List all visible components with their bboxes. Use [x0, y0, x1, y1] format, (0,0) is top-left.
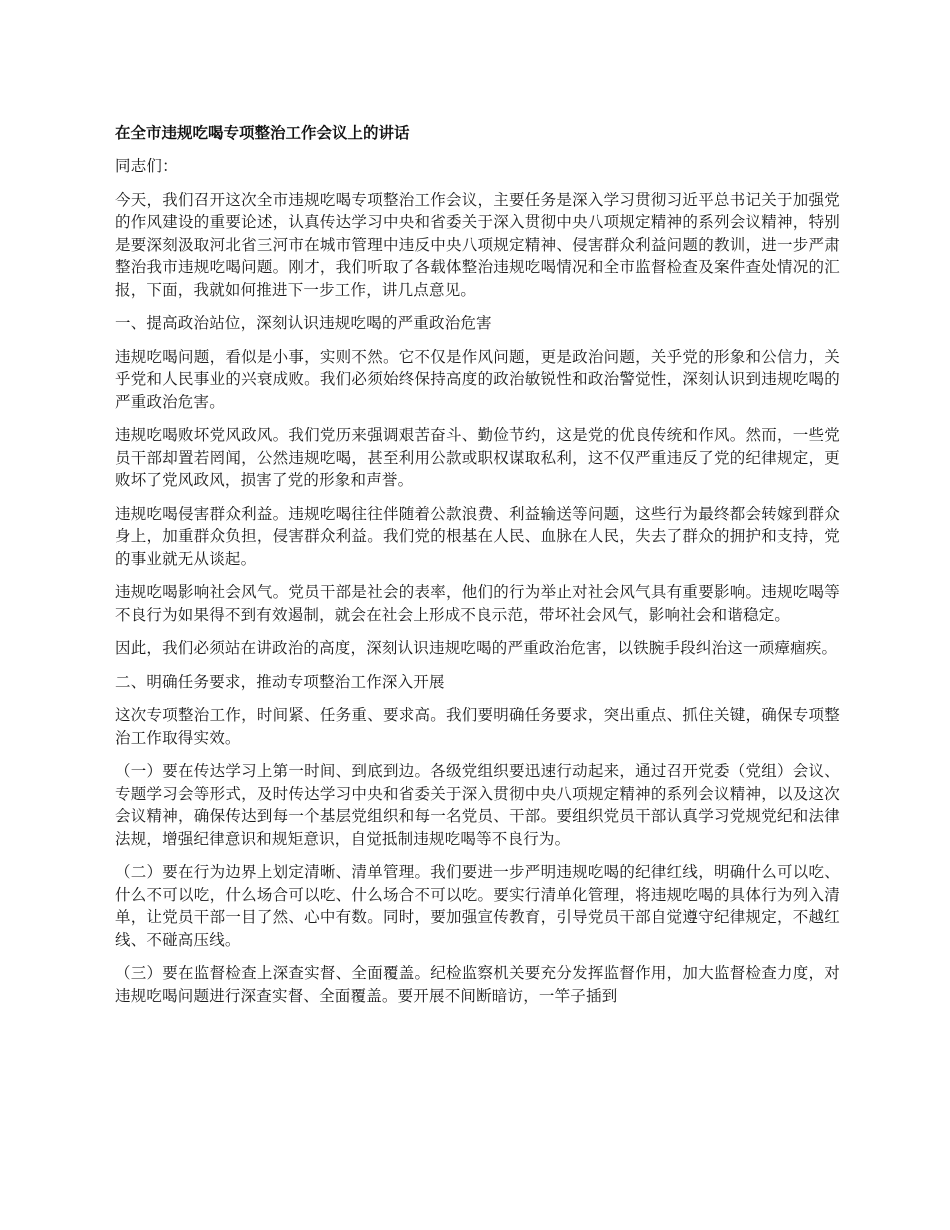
- paragraph: 违规吃喝影响社会风气。党员干部是社会的表率，他们的行为举止对社会风气具有重要影响。违规吃喝等不良行为如果得不到有效遏制，就会在社会上形成不良示范，带坏社会风气，影响社会和谐稳定。: [115, 583, 840, 624]
- section-heading-1: 一、提高政治站位，深刻认识违规吃喝的严重政治危害: [115, 314, 492, 332]
- salutation: 同志们：: [115, 157, 178, 175]
- paragraph: 违规吃喝问题，看似是小事，实则不然。它不仅是作风问题，更是政治问题，关乎党的形象和公信力，关乎党和人民事业的兴衰成败。我们必须始终保持高度的政治敏锐性和政治警觉性，深刻认识到违规吃喝的严重政治危害。: [115, 347, 840, 411]
- document-title: 在全市违规吃喝专项整治工作会议上的讲话: [115, 124, 410, 142]
- paragraph: 违规吃喝侵害群众利益。违规吃喝往往伴随着公款浪费、利益输送等问题，这些行为最终都会转嫁到群众身上，加重群众负担，侵害群众利益。我们党的根基在人民、血脉在人民，失去了群众的拥护和支持，党的事业就无从谈起。: [115, 504, 840, 568]
- paragraph: （二）要在行为边界上划定清晰、清单管理。我们要进一步严明违规吃喝的纪律红线，明确什么可以吃、什么不可以吃，什么场合可以吃、什么场合不可以吃。要实行清单化管理，将违规吃喝的具体行为列入清单，让党员干部一目了然、心中有数。同时，要加强宣传教育，引导党员干部自觉遵守纪律规定，不越红线、不碰高压线。: [115, 863, 840, 949]
- paragraph: 因此，我们必须站在讲政治的高度，深刻认识违规吃喝的严重政治危害，以铁腕手段纠治这一顽瘴痼疾。: [115, 639, 838, 657]
- section-heading-2: 二、明确任务要求，推动专项整治工作深入开展: [115, 672, 445, 691]
- paragraph: 这次专项整治工作，时间紧、任务重、要求高。我们要明确任务要求，突出重点、抓住关键，确保专项整治工作取得实效。: [115, 706, 840, 747]
- paragraph-intro: 今天，我们召开这次全市违规吃喝专项整治工作会议，主要任务是深入学习贯彻习近平总书记关于加强党的作风建设的重要论述，认真传达学习中央和省委关于深入贯彻中央八项规定精神的系列会议精神，特别是要深刻汲取河北省三河市在城市管理中违反中央八项规定精神、侵害群众利益问题的教训，进一步严肃整治我市违规吃喝问题。刚才，我们听取了各载体整治违规吃喝情况和全市监督检查及案件查处情况的汇报，下面，我就如何推进下一步工作，讲几点意见。: [115, 190, 840, 299]
- paragraph: （一）要在传达学习上第一时间、到底到边。各级党组织要迅速行动起来，通过召开党委（党组）会议、专题学习会等形式，及时传达学习中央和省委关于深入贯彻中央八项规定精神的系列会议精神，以及这次会议精神，确保传达到每一个基层党组织和每一名党员、干部。要组织党员干部认真学习党规党纪和法律法规，增强纪律意识和规矩意识，自觉抵制违规吃喝等不良行为。: [115, 762, 840, 848]
- document-page: [115, 122, 840, 1018]
- paragraph: （三）要在监督检查上深查实督、全面覆盖。纪检监察机关要充分发挥监督作用，加大监督检查力度，对违规吃喝问题进行深查实督、全面覆盖。要开展不间断暗访，一竿子插到: [115, 964, 840, 1005]
- paragraph: 违规吃喝败坏党风政风。我们党历来强调艰苦奋斗、勤俭节约，这是党的优良传统和作风。然而，一些党员干部却置若罔闻，公然违规吃喝，甚至利用公款或职权谋取私利，这不仅严重违反了党的纪律规定，更败坏了党风政风，损害了党的形象和声誉。: [115, 426, 840, 489]
